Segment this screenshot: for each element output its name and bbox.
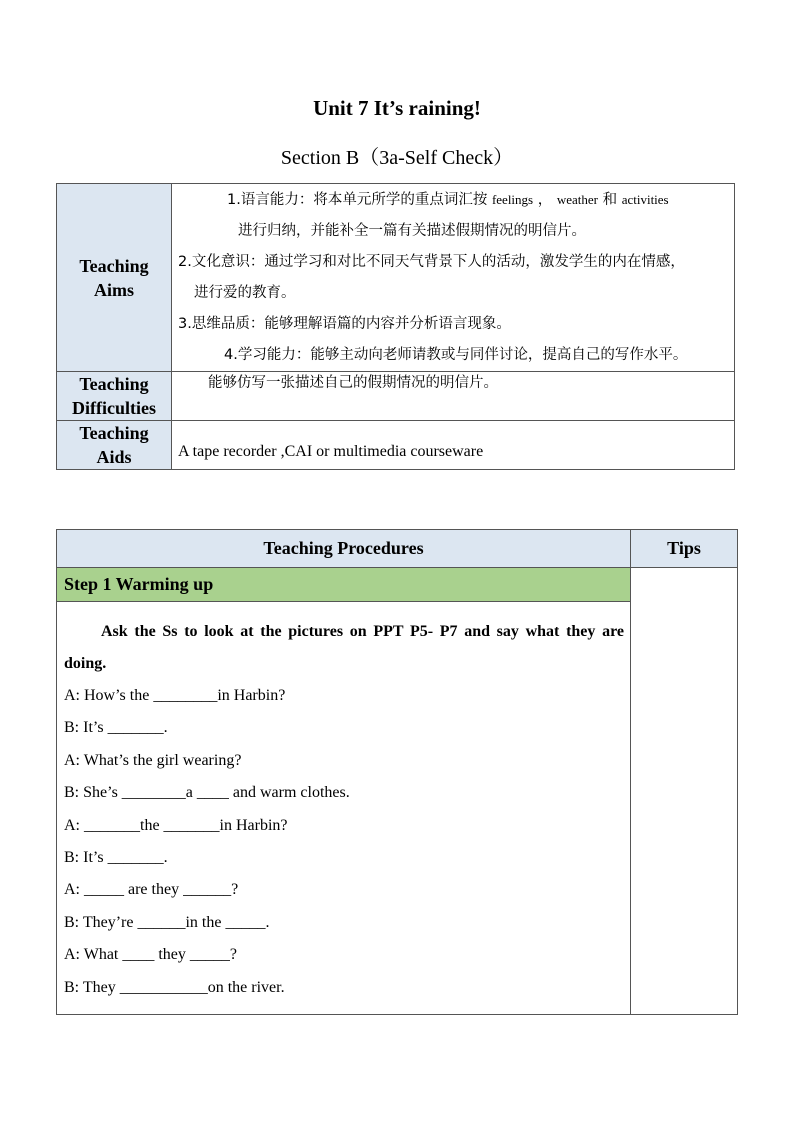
aim-item-1-cont: 进行归纳，并能补全一篇有关描述假期情况的明信片。 (238, 223, 586, 239)
aids-text: A tape recorder ,CAI or multimedia courseware (178, 443, 484, 460)
tips-column (631, 568, 738, 1015)
aids-label-line2: Aids (96, 447, 132, 467)
dialogue-line: B: She’s ________a ____ and warm clothes. (64, 784, 350, 802)
dialogue-line: B: They’re ______in the _____. (64, 913, 270, 931)
aids-label (57, 421, 172, 470)
aims-label-line1: Teaching (79, 255, 149, 276)
dialogue-line: A: _____ are they ______? (64, 881, 239, 899)
difficulties-content (172, 372, 735, 421)
aim-item-2: 2.文化意识：通过学习和对比不同天气背景下人的活动，激发学生的内在情感， (178, 254, 685, 270)
aims-row (57, 184, 735, 372)
teaching-info-table (56, 183, 735, 470)
procedures-header: Teaching Procedures (57, 530, 631, 568)
difficulties-row (57, 372, 735, 421)
aims-content (172, 184, 735, 372)
dialogue-line: B: They ___________on the river. (64, 978, 285, 996)
dialogue-line: B: It’s _______. (64, 849, 168, 867)
aim-item-1: 1.语言能力：将本单元所学的重点词汇按 feelings ， weather 和 activities (227, 192, 669, 208)
procedures-table (56, 529, 738, 1015)
difficulties-label (57, 372, 172, 421)
page-subtitle: Section B（3a-Self Check） (280, 147, 514, 169)
dialogue-line: A: How’s the ________in Harbin? (64, 687, 286, 704)
aims-label-line2: Aims (94, 279, 134, 300)
dialogue-line: A: _______the _______in Harbin? (64, 816, 288, 834)
tips-header: Tips (631, 530, 738, 568)
step-1-instruction: Ask the Ss to look at the pictures on PPT P5- P7 and say what they are doing. (64, 623, 624, 672)
aim-item-2-cont: 进行爱的教育。 (194, 285, 296, 301)
dialogue-line: A: What ____ they _____? (64, 946, 238, 964)
step-1-content (57, 602, 631, 1015)
aids-content (172, 421, 735, 470)
difficulties-text: 能够仿写一张描述自己的假期情况的明信片。 (208, 375, 498, 391)
dialogue-line: A: What’s the girl wearing? (64, 751, 242, 769)
aids-row (57, 421, 735, 470)
page-title: Unit 7 It’s raining! (313, 96, 481, 120)
dialogue-line: B: It’s _______. (64, 719, 168, 737)
aim-item-4: 4.学习能力：能够主动向老师请教或与同伴讨论，提高自己的写作水平。 (224, 347, 688, 363)
aims-label (57, 184, 172, 372)
difficulties-label-line1: Teaching (79, 374, 149, 394)
step-1-title: Step 1 Warming up (57, 568, 631, 602)
aids-label-line1: Teaching (79, 423, 149, 443)
aim-item-3: 3.思维品质：能够理解语篇的内容并分析语言现象。 (178, 316, 511, 332)
difficulties-label-line2: Difficulties (72, 398, 156, 418)
